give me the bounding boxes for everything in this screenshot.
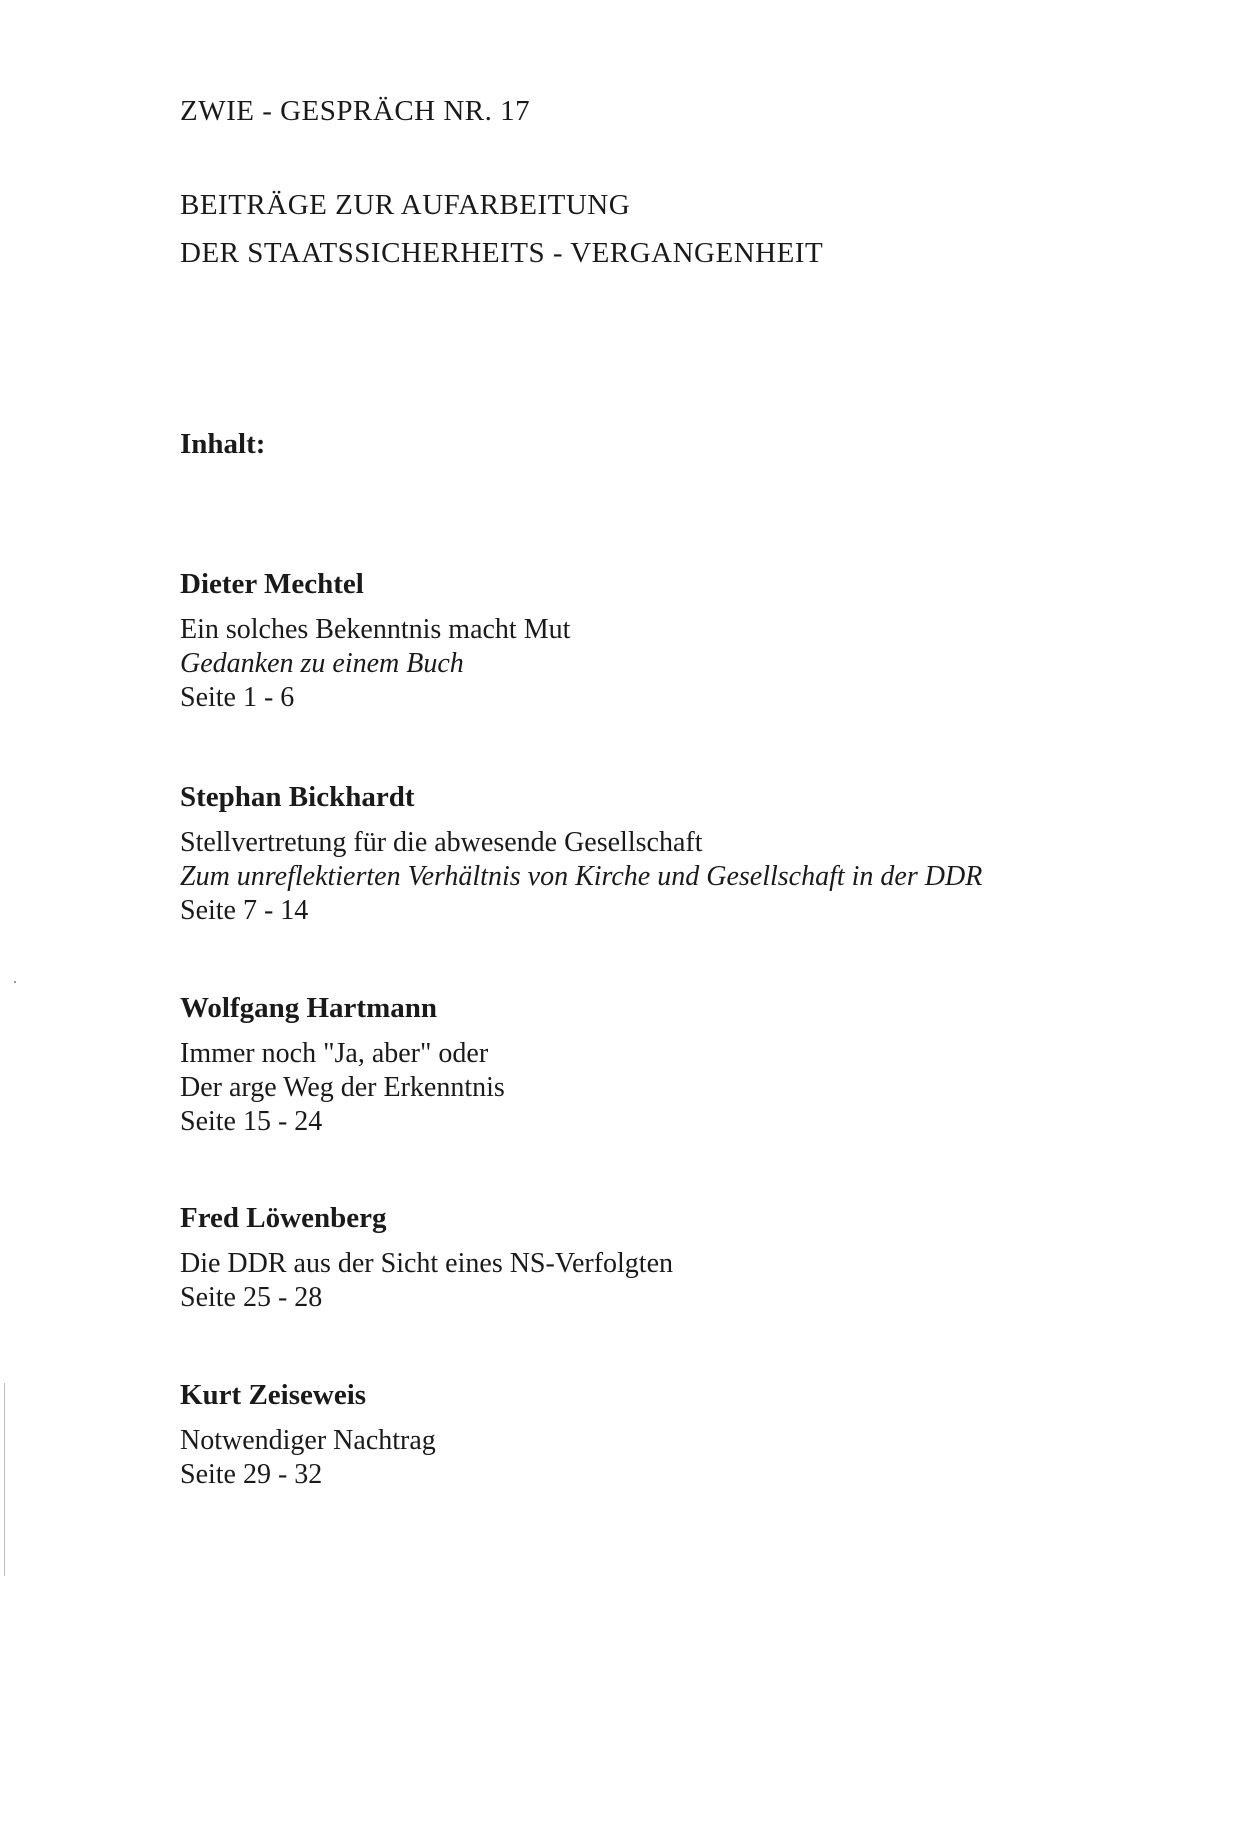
subtitle-line-1: BEITRÄGE ZUR AUFARBEITUNG (180, 189, 631, 221)
scan-edge-line (4, 1383, 5, 1576)
toc-entry-loewenberg (180, 1204, 1180, 1315)
toc-entry-zeiseweis (180, 1381, 1180, 1492)
series-title: ZWIE - GESPRÄCH NR. 17 (180, 95, 531, 127)
toc-entry-mechtel (180, 570, 1180, 715)
entry-title: Stellvertretung für die abwesende Gesellschaft (180, 827, 703, 858)
entry-title: Ein solches Bekenntnis macht Mut (180, 614, 571, 645)
toc-entry-hartmann (180, 994, 1180, 1139)
entry-author: Kurt Zeiseweis (180, 1379, 367, 1411)
subtitle-line-2: DER STAATSSICHERHEITS - VERGANGENHEIT (180, 237, 824, 269)
toc-entry-bickhardt (180, 783, 1180, 928)
entry-subtitle: Der arge Weg der Erkenntnis (180, 1072, 505, 1103)
entry-pages: Seite 25 - 28 (180, 1282, 323, 1313)
entry-title: Die DDR aus der Sicht eines NS-Verfolgten (180, 1248, 674, 1279)
toc-heading: Inhalt: (180, 428, 266, 460)
entry-pages: Seite 15 - 24 (180, 1106, 323, 1137)
entry-title: Immer noch "Ja, aber" oder (180, 1038, 489, 1069)
entry-author: Fred Löwenberg (180, 1202, 387, 1234)
scan-speck (14, 981, 16, 983)
entry-author: Wolfgang Hartmann (180, 992, 437, 1024)
entry-pages: Seite 29 - 32 (180, 1459, 323, 1490)
entry-author: Stephan Bickhardt (180, 781, 415, 813)
entry-subtitle: Gedanken zu einem Buch (180, 648, 464, 679)
entry-subtitle: Zum unreflektierten Verhältnis von Kirche und Gesellschaft in der DDR (180, 861, 983, 892)
entry-title: Notwendiger Nachtrag (180, 1425, 436, 1456)
entry-pages: Seite 7 - 14 (180, 895, 309, 926)
entry-author: Dieter Mechtel (180, 568, 364, 600)
entry-pages: Seite 1 - 6 (180, 682, 295, 713)
